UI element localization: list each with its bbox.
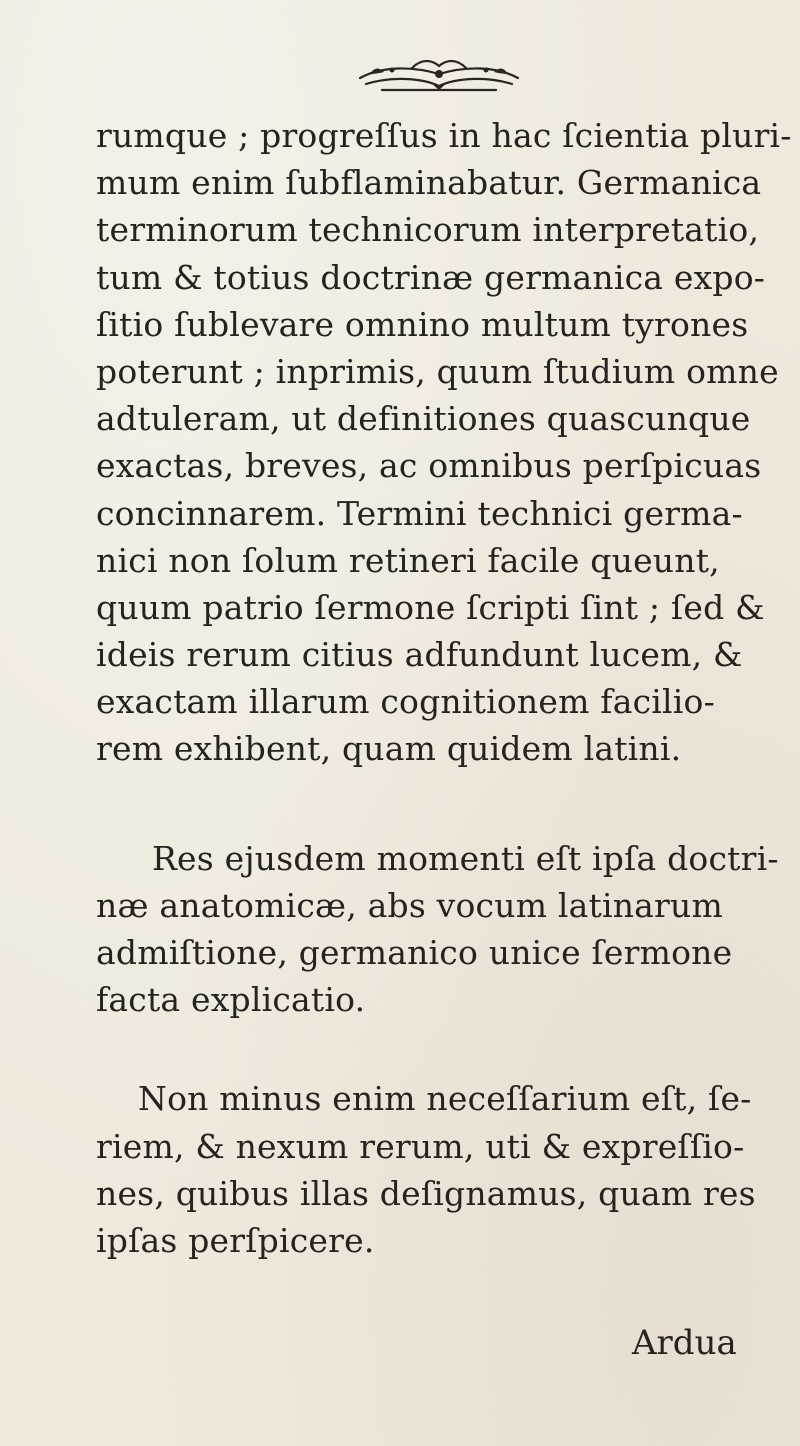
paragraph-spacer	[96, 1023, 756, 1075]
text-line: tum & totius doctrinæ germanica expo-	[96, 257, 766, 297]
text-line: riem, & nexum rerum, uti & expreſſio-	[96, 1126, 745, 1166]
paragraph-2	[96, 835, 779, 1024]
text-line: Non minus enim neceſſarium eſt, ſe-	[138, 1079, 752, 1119]
text-line: admiſtione, germanico unice ſermone	[96, 933, 733, 972]
text-line: ipſas perſpicere.	[96, 1220, 375, 1260]
text-line: nes, quibus illas deſignamus, quam res	[96, 1173, 756, 1213]
text-line: ideis rerum citius adfundunt lucem, &	[96, 635, 743, 675]
text-line: nici non ſolum retineri facile queunt,	[96, 540, 720, 580]
paragraph-spacer	[96, 773, 756, 835]
text-line: mum enim ſubflaminabatur. Germanica	[96, 163, 762, 203]
text-line: terminorum technicorum interpretatio,	[96, 210, 760, 250]
text-line: quum patrio ſermone ſcripti ſint ; ſed &	[96, 587, 765, 627]
body-text	[96, 112, 792, 1264]
paragraph-1	[96, 112, 792, 773]
text-line: næ anatomicæ, abs vocum latinarum	[96, 885, 723, 925]
text-line: concinnarem. Termini technici germa-	[96, 493, 743, 533]
text-line: exactas, breves, ac omnibus perſpicuas	[96, 446, 762, 486]
text-line: poterunt ; inprimis, quum ſtudium omne	[96, 351, 779, 391]
text-line: rumque ; progreſſus in hac ſcientia pluri-	[96, 116, 792, 155]
text-line: Res ejusdem momenti eſt ipſa doctri-	[152, 838, 779, 878]
text-line: facta explicatio.	[96, 980, 366, 1020]
printers-ornament-icon	[352, 56, 526, 96]
text-line: exactam illarum cognitionem facilio-	[96, 682, 715, 722]
text-line: ſitio ſublevare omnino multum tyrones	[96, 304, 749, 344]
catchword: Ardua	[632, 1323, 737, 1363]
text-line: rem exhibent, quam quidem latini.	[96, 729, 682, 769]
text-line: adtuleram, ut definitiones quascunque	[96, 399, 751, 439]
paragraph-3	[96, 1075, 756, 1264]
